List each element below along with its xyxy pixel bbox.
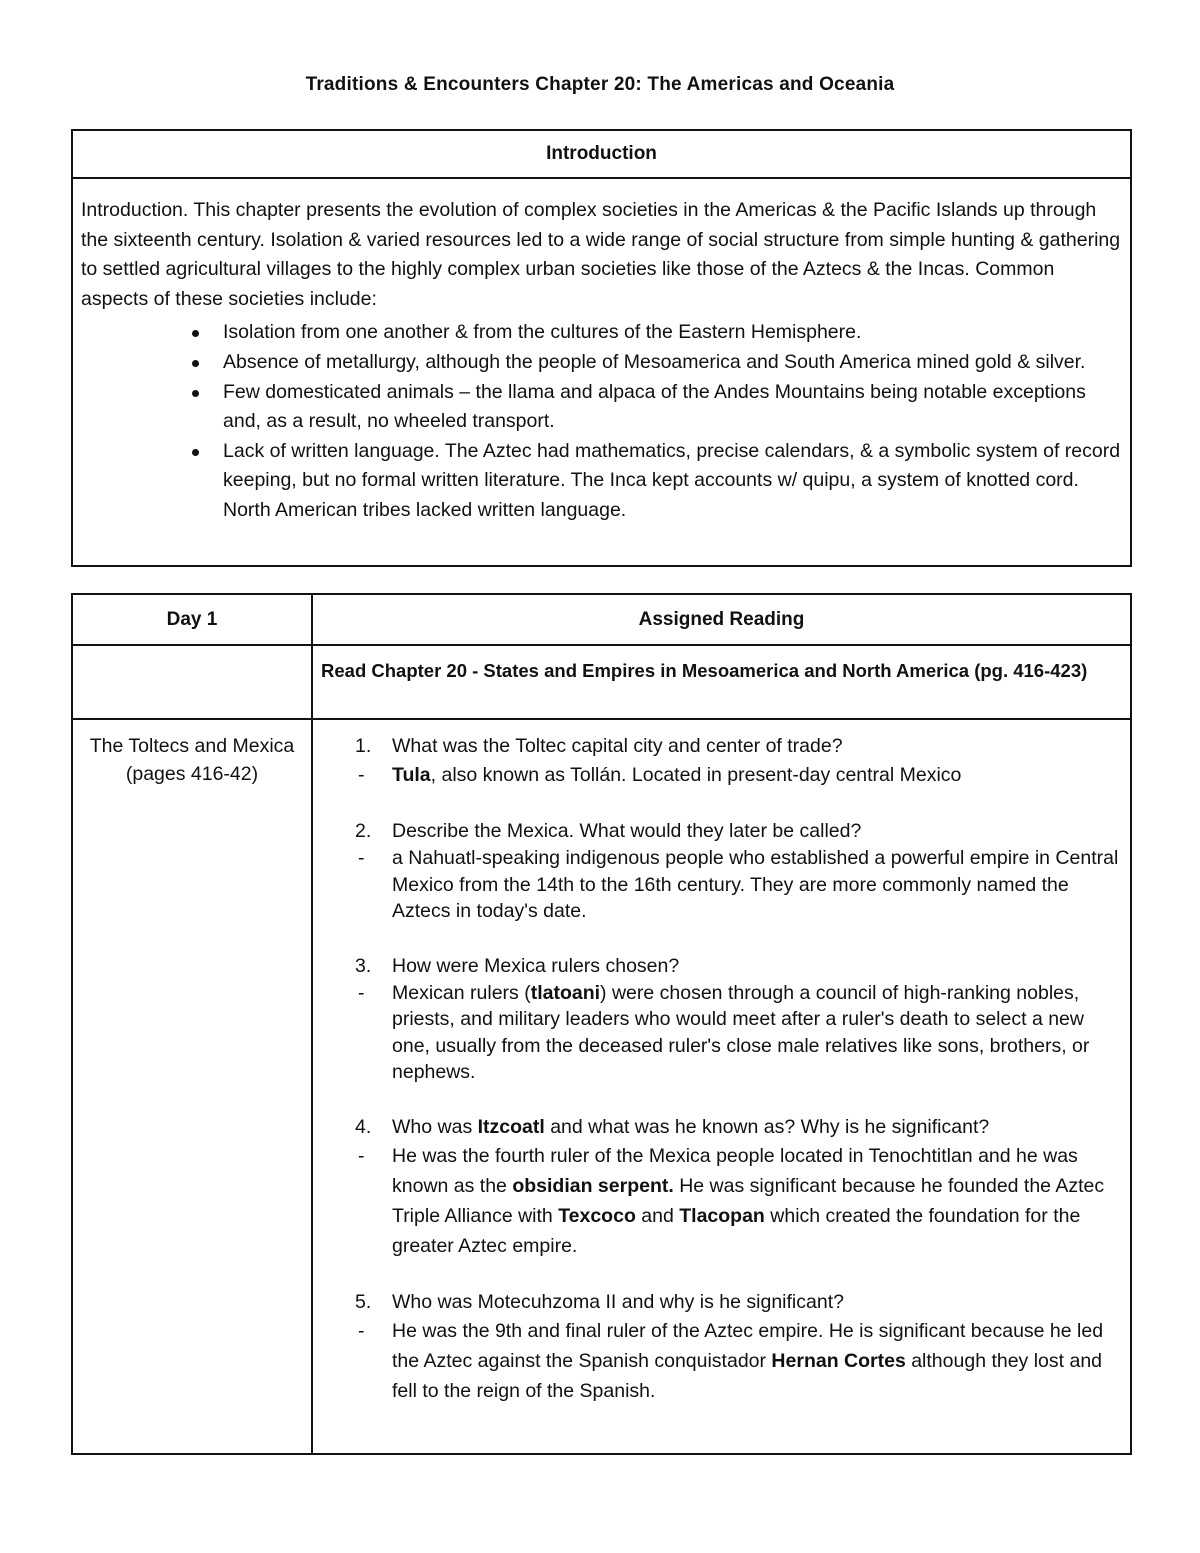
bold-term: Hernan Cortes [771,1349,906,1372]
question: 3. How were Mexica rulers chosen? [313,953,1122,980]
question: 2. Describe the Mexica. What would they later be called? [313,818,1122,845]
answer-dash: - [358,764,365,786]
bold-term: tlatoani [530,981,601,1004]
answer: - He was the fourth ruler of the Mexica people located in Tenochtitlan and he was known as the obsidian serpent. He was significant because he founded the Aztec Triple Alliance with Texcoco and Tlacopan which created the foundation for the greater Aztec empire. [313,1141,1122,1261]
question-number: 3. [355,954,372,977]
question-block [313,1114,1122,1261]
answer-dash: - [358,847,365,869]
answer-dash: - [358,1144,365,1167]
answer-dash: - [358,981,365,1004]
introduction-body [73,179,1130,526]
question-block [313,733,1122,790]
common-aspects-list [81,318,1122,525]
topic-label: The Toltecs and Mexica (pages 416-42) [89,735,295,785]
answer: - Tula, also known as Tollán. Located in present-day central Mexico [313,760,1122,790]
bold-term: Tlacopan [679,1204,765,1227]
bold-term: obsidian serpent. [512,1174,674,1197]
bold-term: Itzcoatl [477,1115,545,1138]
list-item: Lack of written language. The Aztec had mathematics, precise calendars, & a symbolic system of record keeping, but no formal written literature. The Inca kept accounts w/ quipu, a system of knotted cord. North American tribes lacked written language. [81,437,1122,526]
answer-dash: - [358,1319,365,1342]
question: 5. Who was Motecuhzoma II and why is he significant? [313,1289,1122,1316]
day-label: Day 1 [166,608,218,630]
bold-term: Tula [392,764,431,786]
assigned-reading-header: Assigned Reading [638,608,805,630]
page-title: Traditions & Encounters Chapter 20: The Americas and Oceania [305,74,895,95]
row-divider [73,718,1130,720]
introduction-heading: Introduction [73,131,1130,179]
question: 1. What was the Toltec capital city and center of trade? [313,733,1122,760]
bold-term: Texcoco [558,1204,636,1227]
answer: - a Nahuatl-speaking indigenous people who established a powerful empire in Central Mexico from the 14th to the 16th century. They are more commonly named the Aztecs in today's date. [358,847,1119,922]
answer: - Mexican rulers (tlatoani) were chosen through a council of high-ranking nobles, priests, and military leaders who would meet after a ruler's death to select a new one, usually from the deceased ruler's close male relatives like sons, brothers, or nephews. [358,981,1090,1083]
questions-list [313,733,1122,1434]
day-1-table [71,593,1132,1455]
introduction-table [71,129,1132,567]
question-number: 1. [355,735,372,757]
reading-assignment: Read Chapter 20 - States and Empires in Mesoamerica and North America (pg. 416-423) [321,660,1088,681]
list-item: Few domesticated animals – the llama and alpaca of the Andes Mountains being notable exceptions and, as a result, no wheeled transport. [81,378,1122,437]
question-block [313,953,1122,1086]
row-divider [73,644,1130,646]
question-number: 5. [355,1290,372,1313]
question-block [313,818,1122,925]
question-block [313,1289,1122,1406]
list-item: Isolation from one another & from the cultures of the Eastern Hemisphere. [81,318,1122,348]
question-number: 4. [355,1115,372,1138]
question-number: 2. [355,820,372,842]
introduction-paragraph: Introduction. This chapter presents the evolution of complex societies in the Americas & the Pacific Islands up through the sixteenth century. Isolation & varied resources led to a wide range of social structure from simple hunting & gathering to settled agricultural villages to the highly complex urban societies like those of the Aztecs & the Incas. Common aspects of these societies include: [81,199,1121,310]
list-item: Absence of metallurgy, although the people of Mesoamerica and South America mined gold & silver. [81,348,1122,378]
question: 4. Who was Itzcoatl and what was he known as? Why is he significant? [313,1114,1122,1141]
answer: - He was the 9th and final ruler of the Aztec empire. He is significant because he led the Aztec against the Spanish conquistador Hernan Cortes although they lost and fell to the reign of the Spanish. [313,1316,1122,1406]
